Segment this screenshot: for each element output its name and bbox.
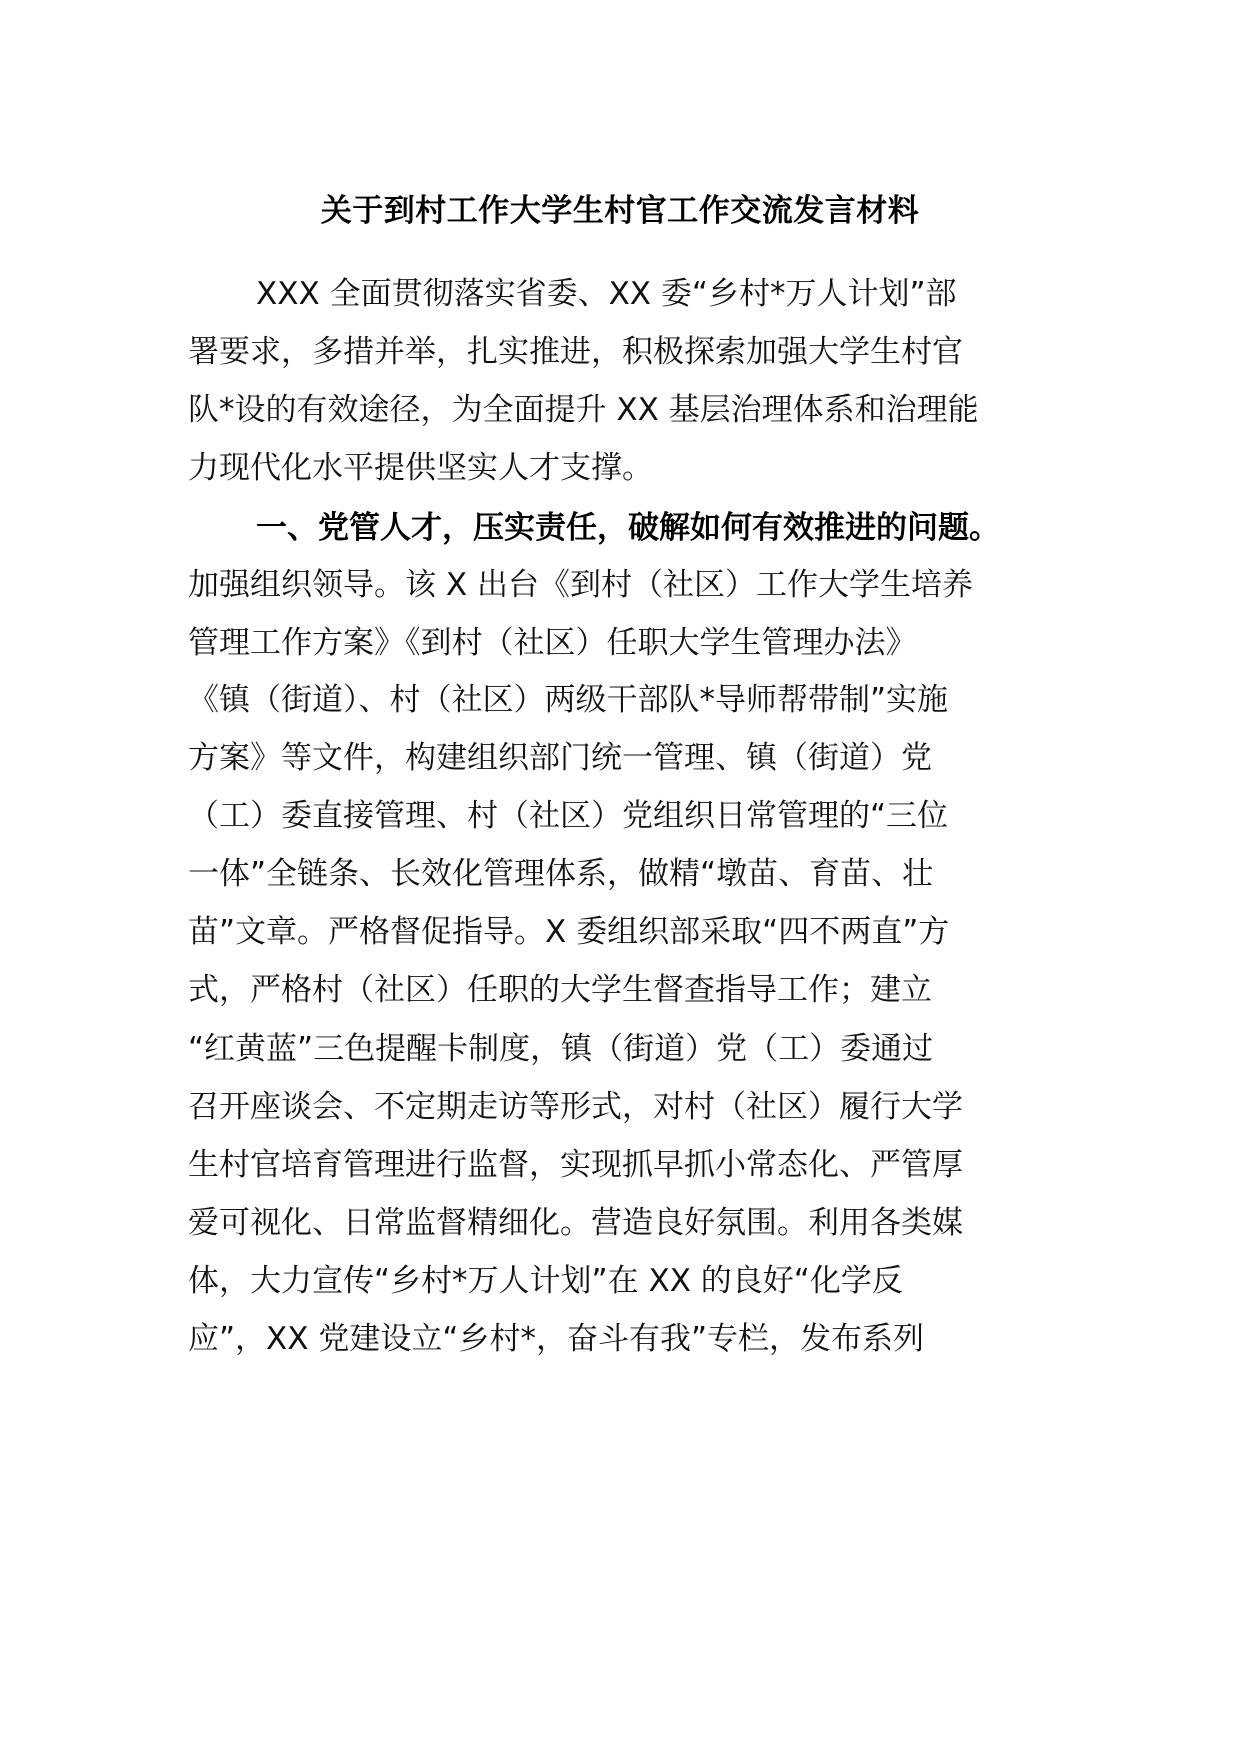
document-title: 关于到村工作大学生村官工作交流发言材料: [320, 193, 920, 229]
section-heading: 一、党管人才，压实责任，破解如何有效推进的问题。: [256, 510, 1000, 546]
body-line: 署要求，多措并举，扎实推进，积极探索加强大学生村官: [188, 334, 963, 370]
body-line: 生村官培育管理进行监督，实现抓早抓小常态化、严管厚: [188, 1147, 963, 1183]
body-line: 召开座谈会、不定期走访等形式，对村（社区）履行大学: [188, 1089, 963, 1125]
body-line: （工）委直接管理、村（社区）党组织日常管理的“三位: [188, 798, 949, 834]
body-line: 体，大力宣传“乡村*万人计划”在 XX 的良好“化学反: [188, 1263, 903, 1299]
body-line: 爱可视化、日常监督精细化。营造良好氛围。利用各类媒: [188, 1205, 963, 1241]
body-line: 管理工作方案》《到村（社区）任职大学生管理办法》: [188, 625, 917, 661]
body-line: 应”，XX 党建设立“乡村*，奋斗有我”专栏，发布系列: [188, 1321, 925, 1357]
body-line: 一体”全链条、长效化管理体系，做精“墩苗、育苗、壮: [188, 856, 934, 892]
body-line: 方案》等文件，构建组织部门统一管理、镇（街道）党: [188, 740, 932, 776]
body-line: 苗”文章。严格督促指导。X 委组织部采取“四不两直”方: [188, 914, 950, 950]
body-line: 队*设的有效途径，为全面提升 XX 基层治理体系和治理能: [188, 392, 979, 428]
body-line: XXX 全面贯彻落实省委、XX 委“乡村*万人计划”部: [256, 276, 957, 312]
body-line: 力现代化水平提供坚实人才支撑。: [188, 450, 653, 486]
body-line: 式，严格村（社区）任职的大学生督查指导工作；建立: [188, 972, 932, 1008]
body-line: “红黄蓝”三色提醒卡制度，镇（街道）党（工）委通过: [188, 1031, 934, 1067]
body-line: 加强组织领导。该 X 出台《到村（社区）工作大学生培养: [188, 567, 973, 603]
body-line: 《镇（街道）、村（社区）两级干部队*导师帮带制”实施: [188, 682, 949, 718]
